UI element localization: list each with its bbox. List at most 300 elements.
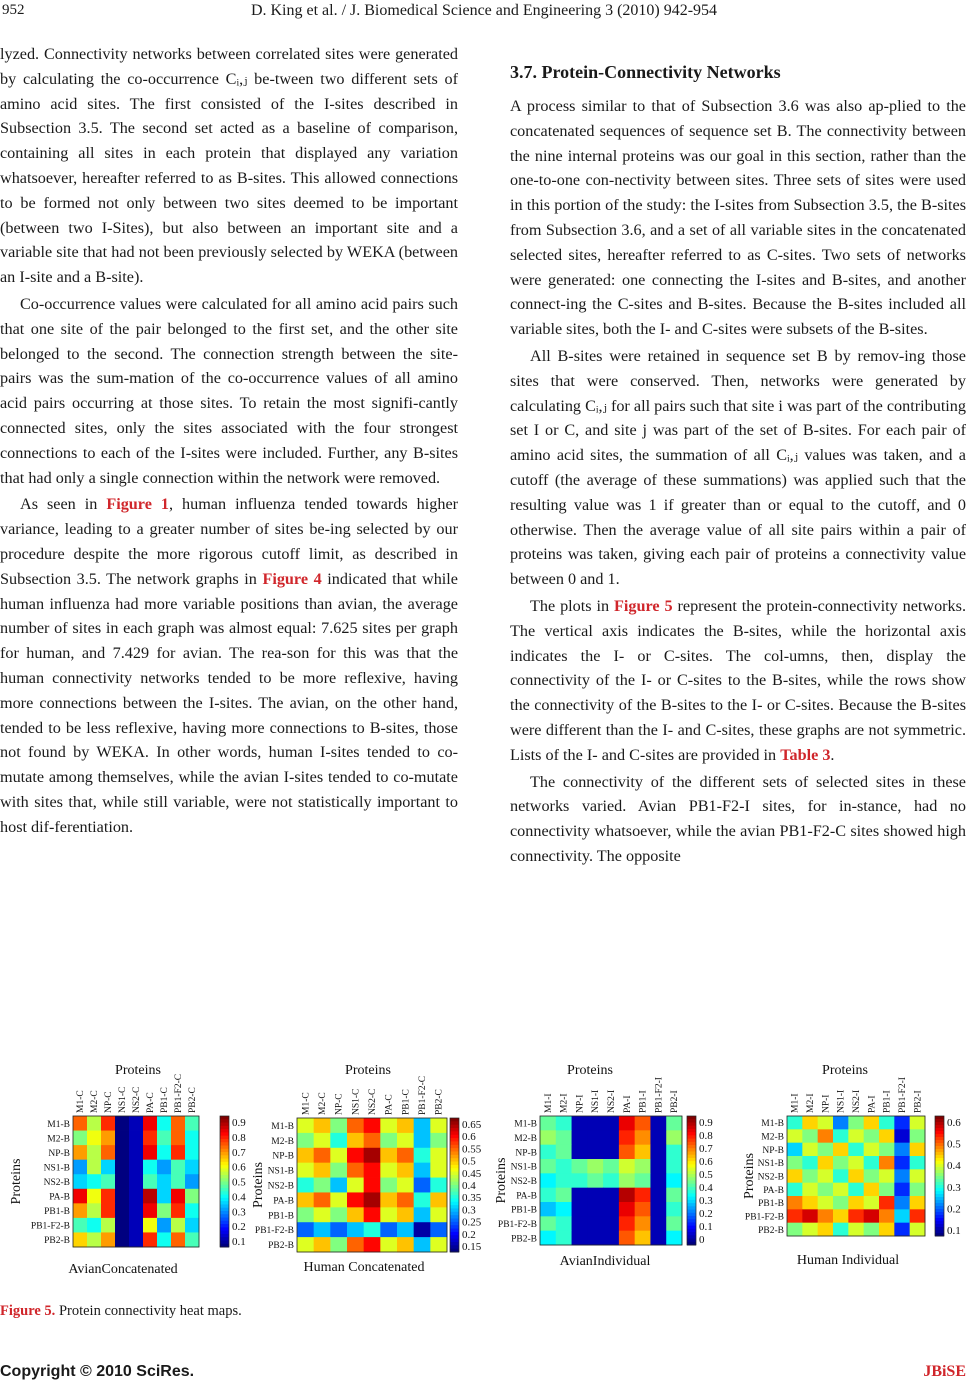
- colorbar-segment: [450, 1202, 459, 1206]
- heatmap-cell: [380, 1222, 397, 1237]
- heatmap-cell: [73, 1218, 87, 1233]
- heatmap-cell: [297, 1237, 314, 1252]
- colorbar-tick: 0.15: [462, 1241, 482, 1253]
- right-column: [510, 42, 966, 869]
- figure-1-link[interactable]: Figure 1: [106, 495, 169, 514]
- heatmap-cell: [143, 1145, 157, 1160]
- colorbar-segment: [687, 1151, 696, 1155]
- heatmap-cell: [143, 1160, 157, 1175]
- colorbar-segment: [935, 1155, 944, 1159]
- heatmap-cell: [87, 1174, 101, 1189]
- heatmap-cell: [635, 1202, 651, 1217]
- heatmap-cell: [115, 1189, 129, 1204]
- colorbar-segment: [450, 1155, 459, 1159]
- colorbar-segment: [687, 1200, 696, 1204]
- right-paragraph-3: [510, 594, 966, 768]
- text-span: .: [830, 745, 835, 764]
- colorbar-segment: [687, 1219, 696, 1223]
- heatmap-cell: [635, 1116, 651, 1131]
- heatmap-cell: [185, 1189, 199, 1204]
- heatmap-cell: [430, 1178, 447, 1193]
- colorbar-segment: [450, 1229, 459, 1233]
- heatmap-cell: [330, 1178, 347, 1193]
- heatmap-cell: [540, 1159, 556, 1174]
- heatmap-cell: [380, 1118, 397, 1133]
- heatmap-cell: [430, 1237, 447, 1252]
- column-label: PA-I: [622, 1095, 633, 1113]
- column-label: NP-C: [334, 1093, 345, 1115]
- heatmap-cell: [364, 1118, 381, 1133]
- heatmap-cell: [330, 1237, 347, 1252]
- heatmap-cell: [556, 1188, 572, 1203]
- heatmap-cell: [587, 1231, 603, 1246]
- heatmap-cell: [115, 1145, 129, 1160]
- heatmap-cell: [143, 1131, 157, 1146]
- heatmap-cell: [73, 1232, 87, 1247]
- heatmap-cell: [787, 1156, 803, 1170]
- colorbar-tick: 0.4: [699, 1182, 713, 1194]
- column-label: M1-C: [301, 1092, 312, 1115]
- heatmap-cell: [397, 1192, 414, 1207]
- heatmap-cell: [397, 1118, 414, 1133]
- row-label: PB1-F2-B: [254, 1226, 294, 1237]
- heatmap-cell: [414, 1148, 431, 1163]
- heatmap-cell: [848, 1196, 864, 1210]
- colorbar-segment: [935, 1128, 944, 1132]
- heatmap-cell: [666, 1173, 682, 1188]
- heatmap-cell: [129, 1160, 143, 1175]
- heatmap-cell: [572, 1231, 588, 1246]
- heatmap-cell: [556, 1173, 572, 1188]
- heatmap-cell: [115, 1131, 129, 1146]
- row-label: PB2-B: [758, 1225, 784, 1236]
- table-3-link[interactable]: Table 3: [780, 745, 831, 764]
- colorbar-segment: [687, 1184, 696, 1188]
- colorbar-segment: [935, 1227, 944, 1231]
- colorbar-segment: [687, 1119, 696, 1123]
- heatmap-cell: [833, 1169, 849, 1183]
- heatmap-cell: [314, 1207, 331, 1222]
- heatmap-cell: [818, 1156, 834, 1170]
- colorbar-tick: 0: [699, 1234, 705, 1246]
- colorbar-segment: [220, 1168, 229, 1172]
- heatmap-cell: [171, 1203, 185, 1218]
- heatmap-cell: [297, 1163, 314, 1178]
- heatmap-cell: [818, 1116, 834, 1130]
- colorbar-segment: [935, 1149, 944, 1153]
- row-label: PB1-B: [758, 1199, 784, 1210]
- heatmap-cell: [347, 1237, 364, 1252]
- heatmap-cell: [380, 1148, 397, 1163]
- panel-top-label: Proteins: [567, 1063, 613, 1078]
- row-label: M1-B: [271, 1121, 294, 1132]
- colorbar-segment: [220, 1116, 229, 1120]
- colorbar-segment: [687, 1139, 696, 1143]
- column-label: PB1-F2-I: [898, 1077, 908, 1113]
- heatmap-cell: [833, 1129, 849, 1143]
- column-label: NS2-I: [852, 1089, 862, 1113]
- heatmap-cell: [129, 1131, 143, 1146]
- heatmap-cell: [364, 1222, 381, 1237]
- colorbar-segment: [220, 1214, 229, 1218]
- heatmap-cell: [556, 1216, 572, 1231]
- heatmap-cell: [572, 1173, 588, 1188]
- heatmap-cell: [87, 1160, 101, 1175]
- heatmap-cell: [587, 1173, 603, 1188]
- row-label: NS1-B: [510, 1162, 537, 1173]
- heatmap-cell: [650, 1173, 666, 1188]
- colorbar-segment: [687, 1142, 696, 1146]
- heatmap-cell: [802, 1169, 818, 1183]
- colorbar-segment: [935, 1146, 944, 1150]
- panel-title: AvianIndividual: [559, 1254, 651, 1269]
- heatmap-cell: [603, 1188, 619, 1203]
- heatmap-cell: [619, 1116, 635, 1131]
- colorbar-segment: [935, 1176, 944, 1180]
- heatmap-panel-1: [9, 1063, 246, 1277]
- heatmap-cell: [833, 1223, 849, 1237]
- heatmap-cell: [314, 1237, 331, 1252]
- heatmap-cell: [414, 1163, 431, 1178]
- heatmap-cell: [143, 1203, 157, 1218]
- figure-caption: [0, 1303, 242, 1320]
- row-label: PB2-B: [44, 1236, 70, 1247]
- colorbar-segment: [220, 1208, 229, 1212]
- heatmap-panel-2: [251, 1063, 482, 1275]
- colorbar-segment: [935, 1122, 944, 1126]
- heatmap-cell: [347, 1148, 364, 1163]
- heatmap-cell: [910, 1196, 926, 1210]
- heatmap-cell: [833, 1196, 849, 1210]
- colorbar-segment: [687, 1116, 696, 1120]
- colorbar-segment: [687, 1193, 696, 1197]
- colorbar-segment: [687, 1216, 696, 1220]
- heatmap-cell: [101, 1232, 115, 1247]
- heatmap-cell: [143, 1116, 157, 1131]
- colorbar-segment: [450, 1175, 459, 1179]
- heatmap-cell: [894, 1196, 910, 1210]
- colorbar-segment: [220, 1198, 229, 1202]
- colorbar-tick: 0.1: [699, 1221, 713, 1233]
- colorbar-segment: [935, 1182, 944, 1186]
- row-label: M1-B: [47, 1119, 70, 1130]
- heatmap-cell: [603, 1145, 619, 1160]
- row-label: PB1-F2-B: [497, 1220, 537, 1230]
- colorbar-segment: [220, 1119, 229, 1123]
- colorbar-segment: [450, 1245, 459, 1249]
- colorbar-segment: [935, 1119, 944, 1123]
- heatmap-cell: [894, 1223, 910, 1237]
- panel-top-label: Proteins: [345, 1063, 391, 1078]
- heatmap-cell: [157, 1203, 171, 1218]
- heatmap-cell: [314, 1118, 331, 1133]
- row-label: M1-B: [514, 1119, 537, 1130]
- heatmap-cell: [364, 1207, 381, 1222]
- colorbar-segment: [687, 1229, 696, 1233]
- heatmap-cell: [87, 1232, 101, 1247]
- heatmap-cell: [666, 1188, 682, 1203]
- heatmap-cell: [833, 1143, 849, 1157]
- colorbar-segment: [935, 1200, 944, 1204]
- column-label: M2-C: [90, 1090, 100, 1113]
- heatmap-cell: [430, 1148, 447, 1163]
- heatmap-cell: [414, 1118, 431, 1133]
- colorbar-segment: [450, 1128, 459, 1132]
- heatmap-cell: [587, 1188, 603, 1203]
- heatmap-cell: [787, 1209, 803, 1223]
- text-span: As seen in: [20, 495, 107, 514]
- heatmap-cell: [802, 1156, 818, 1170]
- row-label: NS1-B: [267, 1166, 294, 1177]
- heatmap-cell: [101, 1131, 115, 1146]
- column-label: M2-I: [559, 1093, 570, 1113]
- heatmap-cell: [619, 1216, 635, 1231]
- colorbar-tick: 0.25: [462, 1216, 482, 1229]
- heatmap-cell: [297, 1207, 314, 1222]
- colorbar-tick: 0.6: [947, 1117, 961, 1129]
- colorbar-tick: 0.5: [232, 1176, 246, 1189]
- heatmap-cell: [414, 1207, 431, 1222]
- row-label: PB1-B: [268, 1211, 294, 1222]
- colorbar-tick: 0.3: [947, 1181, 961, 1194]
- heatmap-cell: [635, 1159, 651, 1174]
- heatmap-cell: [314, 1178, 331, 1193]
- heatmap-cell: [879, 1129, 895, 1143]
- heatmap-cell: [572, 1145, 588, 1160]
- colorbar-segment: [450, 1205, 459, 1209]
- colorbar-segment: [220, 1172, 229, 1176]
- text-span: represent the protein-connectivity networks. The vertical axis indicates the B-sites, while the horizontal axis indicates the I- or C-sites. The col-umns, then, display the connectivity of the I- or C-sites to the B-sites, while the rows show the connectivity of the B-sites to the I- or C-sites. Because the B-sites were different than the I- and C-sites, these graphs are not symmetric. Lists of the I- and C-sites are provided in: [510, 596, 966, 764]
- heatmap-cell: [787, 1129, 803, 1143]
- colorbar-segment: [450, 1212, 459, 1216]
- heatmap-cell: [297, 1148, 314, 1163]
- heatmap-cell: [603, 1159, 619, 1174]
- heatmap-cell: [314, 1163, 331, 1178]
- heatmap-cell: [572, 1130, 588, 1145]
- heatmap-cell: [864, 1156, 880, 1170]
- heatmap-cell: [879, 1209, 895, 1223]
- heatmap-cell: [572, 1116, 588, 1131]
- colorbar-segment: [450, 1242, 459, 1246]
- panel-title: Human Individual: [796, 1253, 900, 1268]
- heatmap-cell: [572, 1216, 588, 1231]
- heatmap-cell: [185, 1218, 199, 1233]
- panel-side-label: Proteins: [9, 1158, 24, 1205]
- colorbar-tick: 0.7: [699, 1143, 713, 1155]
- column-label: PB2-I: [913, 1090, 924, 1113]
- colorbar-segment: [935, 1170, 944, 1174]
- panel-side-label: Proteins: [742, 1153, 757, 1199]
- heatmap-cell: [330, 1148, 347, 1163]
- colorbar-segment: [687, 1174, 696, 1178]
- row-label: PB1-B: [511, 1205, 537, 1216]
- column-label: M1-I: [790, 1093, 801, 1113]
- column-label: PB2-C: [434, 1089, 445, 1115]
- column-label: PB1-F2-C: [174, 1073, 184, 1113]
- text-span: The plots in: [530, 596, 614, 615]
- heatmap-cell: [347, 1178, 364, 1193]
- heatmap-cell: [397, 1148, 414, 1163]
- heatmap-cell: [540, 1188, 556, 1203]
- heatmap-cell: [587, 1116, 603, 1131]
- colorbar-segment: [450, 1239, 459, 1243]
- heatmap-cell: [297, 1222, 314, 1237]
- colorbar-tick: 0.6: [232, 1161, 246, 1174]
- colorbar-segment: [450, 1138, 459, 1142]
- heatmap-cell: [910, 1223, 926, 1237]
- heatmap-cell: [635, 1231, 651, 1246]
- colorbar-segment: [220, 1145, 229, 1149]
- colorbar-tick: 0.6: [462, 1131, 476, 1144]
- figure-5: [0, 1060, 968, 1285]
- heatmap-cell: [101, 1160, 115, 1175]
- page-number: 952: [2, 2, 25, 18]
- heatmap-cell: [380, 1163, 397, 1178]
- column-label: NP-I: [821, 1094, 832, 1113]
- colorbar-tick: 0.3: [699, 1195, 713, 1207]
- heatmap-cell: [115, 1218, 129, 1233]
- heatmap-cell: [129, 1189, 143, 1204]
- colorbar-segment: [687, 1203, 696, 1207]
- heatmap-cell: [787, 1196, 803, 1210]
- heatmap-cell: [171, 1218, 185, 1233]
- heatmap-cell: [397, 1178, 414, 1193]
- heatmap-cell: [171, 1145, 185, 1160]
- colorbar-segment: [935, 1206, 944, 1210]
- heatmap-cell: [818, 1143, 834, 1157]
- heatmap-cell: [364, 1192, 381, 1207]
- colorbar-segment: [450, 1148, 459, 1152]
- heatmap-cell: [414, 1237, 431, 1252]
- row-label: NP-B: [515, 1148, 537, 1159]
- colorbar-tick: 0.55: [462, 1143, 482, 1156]
- right-paragraph-1: A process similar to that of Subsection 3.6 was also ap-plied to the concatenated sequences of sequence set B. The connectivity between the nine internal proteins was our goal in this section, rather than the one-to-one con-nectivity between sites. Three sets of sites were used in this portion of the study: the I-sites from Subsection 3.5, the B-sites from Subsection 3.6, and a set of all variable sites in the concatenated selected sites, hereafter referred to as C-sites. Two sets of networks were generated: one connecting the I-sites and B-sites, and another connect-ing the C-sites and B-sites. Because the B-sites included all variable sites, both the I- and C-sites were subsets of the B-sites.: [510, 97, 966, 339]
- colorbar-segment: [687, 1213, 696, 1217]
- heatmap-cell: [171, 1116, 185, 1131]
- heatmap-cell: [650, 1188, 666, 1203]
- colorbar-segment: [935, 1221, 944, 1225]
- column-label: M2-I: [806, 1093, 816, 1113]
- heatmap-cell: [101, 1189, 115, 1204]
- heatmap-cell: [864, 1196, 880, 1210]
- colorbar-tick: 0.3: [462, 1204, 476, 1217]
- column-label: PA-C: [384, 1094, 395, 1115]
- colorbar-segment: [935, 1185, 944, 1189]
- heatmap-cell: [666, 1116, 682, 1131]
- heatmap-cell: [864, 1143, 880, 1157]
- colorbar-tick: 0.1: [947, 1225, 961, 1237]
- row-label: M2-B: [514, 1134, 537, 1144]
- heatmap-cell: [157, 1131, 171, 1146]
- colorbar-segment: [935, 1209, 944, 1213]
- colorbar-segment: [450, 1162, 459, 1166]
- heatmap-cell: [572, 1202, 588, 1217]
- heatmap-cell: [430, 1222, 447, 1237]
- colorbar-segment: [450, 1125, 459, 1129]
- colorbar-segment: [450, 1121, 459, 1125]
- heatmap-cell: [364, 1148, 381, 1163]
- heatmap-cell: [87, 1145, 101, 1160]
- colorbar-segment: [220, 1149, 229, 1153]
- colorbar-segment: [935, 1218, 944, 1222]
- colorbar-segment: [687, 1161, 696, 1165]
- colorbar-segment: [935, 1131, 944, 1135]
- colorbar-tick: 0.4: [232, 1191, 246, 1204]
- heatmap-cell: [910, 1129, 926, 1143]
- heatmap-cell: [894, 1209, 910, 1223]
- colorbar-segment: [687, 1187, 696, 1191]
- colorbar-segment: [220, 1159, 229, 1163]
- row-label: NP-B: [48, 1148, 70, 1159]
- colorbar-tick: 0.8: [699, 1130, 713, 1142]
- colorbar-segment: [687, 1232, 696, 1236]
- heatmap-cell: [818, 1169, 834, 1183]
- heatmap-cell: [556, 1116, 572, 1131]
- heatmap-cell: [787, 1143, 803, 1157]
- figure-5-link[interactable]: Figure 5: [614, 596, 673, 615]
- heatmap-cell: [73, 1116, 87, 1131]
- colorbar-segment: [935, 1179, 944, 1183]
- heatmap-cell: [364, 1133, 381, 1148]
- heatmap-cell: [787, 1183, 803, 1197]
- heatmap-cell: [129, 1145, 143, 1160]
- heatmap-cell: [157, 1189, 171, 1204]
- colorbar-segment: [687, 1148, 696, 1152]
- heatmap-cell: [666, 1216, 682, 1231]
- column-label: NS1-C: [351, 1088, 362, 1115]
- colorbar-tick: 0.5: [462, 1155, 476, 1168]
- heatmap-cell: [364, 1178, 381, 1193]
- heatmap-cell: [910, 1209, 926, 1223]
- heatmap-cell: [650, 1202, 666, 1217]
- colorbar-segment: [450, 1135, 459, 1139]
- heatmap-cell: [833, 1183, 849, 1197]
- colorbar-tick: 0.65: [462, 1119, 482, 1131]
- heatmap-cell: [587, 1130, 603, 1145]
- heatmap-cell: [603, 1202, 619, 1217]
- colorbar-segment: [220, 1234, 229, 1238]
- heatmap-cell: [619, 1159, 635, 1174]
- heatmap-cell: [818, 1196, 834, 1210]
- colorbar-segment: [220, 1129, 229, 1133]
- heatmap-cell: [347, 1207, 364, 1222]
- colorbar-segment: [687, 1122, 696, 1126]
- heatmap-cell: [879, 1143, 895, 1157]
- heatmap-cell: [171, 1174, 185, 1189]
- colorbar-segment: [687, 1129, 696, 1133]
- heatmap-cell: [879, 1156, 895, 1170]
- colorbar-segment: [935, 1125, 944, 1129]
- heatmap-cell: [910, 1183, 926, 1197]
- heatmap-cell: [380, 1207, 397, 1222]
- panel-top-label: Proteins: [822, 1063, 868, 1078]
- colorbar-segment: [450, 1185, 459, 1189]
- figure-4-link[interactable]: Figure 4: [262, 569, 322, 588]
- heatmap-cell: [171, 1189, 185, 1204]
- panel-side-label: Proteins: [494, 1157, 509, 1204]
- heatmap-cell: [879, 1196, 895, 1210]
- heatmap-cell: [619, 1188, 635, 1203]
- column-label: PB2-C: [188, 1087, 198, 1113]
- colorbar-segment: [935, 1188, 944, 1192]
- heatmap-cell: [129, 1203, 143, 1218]
- colorbar-segment: [687, 1171, 696, 1175]
- heatmap-cell: [314, 1222, 331, 1237]
- colorbar-segment: [220, 1175, 229, 1179]
- left-paragraph-1: lyzed. Connectivity networks between correlated sites were generated by calculating the co-occurrence Cᵢ,ⱼ be-tween two different sets of amino acid sites. The first consisted of the I-sites described in Subsection 3.5. The second set acted as a baseline of comparison, containing all sites in each protein that displayed any variation whatsoever, hereafter referred to as B-sites. This allowed connections to be formed not only between two sites deemed to be important (between two I-Sites), but also between an important site and a variable site that had not been previously selected by WEKA (between an I-site and a B-site).: [0, 45, 458, 287]
- colorbar-segment: [687, 1135, 696, 1139]
- text-span: indicated that while human influenza had more variable positions than avian, the average number of sites in each graph was almost equal: 7.625 sites per graph for human, and 7.429 for avian. The rea-son for this was that the human connectivity networks tended to be more reflexive, having more connections between the I-sites. The avian, on the other hand, tended to be less reflexive, having more connections to B-sites, those not found by WEKA. In other words, human I-sites tended to co-mutate among themselves, while the avian I-sites tended to co-mutate with sites that, while still variable, were not statistically important to host dif-ferentiation.: [0, 569, 458, 836]
